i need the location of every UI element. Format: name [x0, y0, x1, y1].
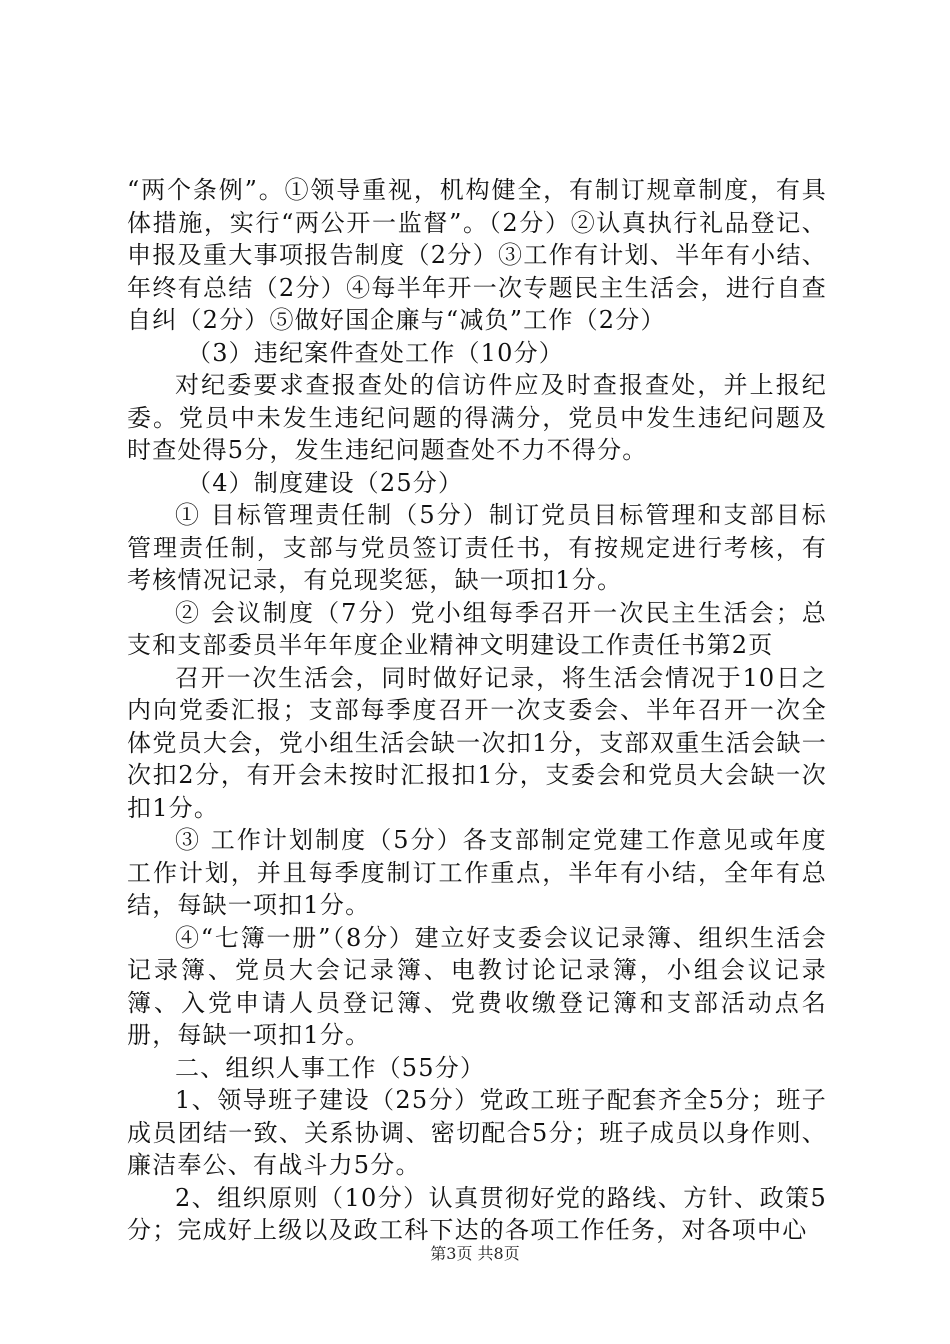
document-body	[127, 174, 827, 1247]
paragraph-seven-books: ④“七簿一册”（8分）建立好支委会议记录簿、组织生活会记录簿、党员大会记录簿、电教讨论记录簿，小组会议记录簿、入党申请人员登记簿、党费收缴登记簿和支部活动点名册，每缺一项扣1分。	[127, 923, 827, 1049]
paragraph-meeting-continued: 召开一次生活会，同时做好记录，将生活会情况于10日之内向党委汇报；支部每季度召开一次支委会、半年召开一次全体党员大会，党小组生活会缺一次扣1分，支部双重生活会缺一次扣2分，有开会未按时汇报扣1分，支委会和党员大会缺一次扣1分。	[127, 663, 827, 822]
paragraph-regulations: “两个条例”。①领导重视，机构健全，有制订规章制度，有具体措施，实行“两公开一监督”。（2分）②认真执行礼品登记、申报及重大事项报告制度（2分）③工作有计划、半年有小结、年终有总结（2分）④每半年开一次专题民主生活会，进行自查自纠（2分）⑤做好国企廉与“减负”工作（2分）	[127, 176, 827, 334]
paragraph-meeting-system: ② 会议制度（7分）党小组每季召开一次民主生活会；总支和支部委员半年年度企业精神文明建设工作责任书第2页	[127, 598, 827, 659]
paragraph-leadership: 1、领导班子建设（25分）党政工班子配套齐全5分；班子成员团结一致、关系协调、密切配合5分；班子成员以身作则、廉洁奉公、有战斗力5分。	[127, 1086, 827, 1179]
page-number-footer: 第3页 共8页	[430, 1244, 520, 1263]
paragraph-violation-cases: 对纪委要求查报查处的信访件应及时查报查处，并上报纪委。党员中未发生违纪问题的得满分，党员中发生违纪问题及时查处得5分，发生违纪问题查处不力不得分。	[127, 371, 827, 464]
paragraph-organization-principle: 2、组织原则（10分）认真贯彻好党的路线、方针、政策5分；完成好上级以及政工科下达的各项工作任务，对各项中心	[127, 1183, 827, 1244]
section-heading-system-building: （4）制度建设（25分）	[187, 468, 464, 497]
section-heading-violation-cases: （3）违纪案件查处工作（10分）	[187, 338, 565, 367]
paragraph-target-responsibility: ① 目标管理责任制（5分）制订党员目标管理和支部目标管理责任制，支部与党员签订责任书，有按规定进行考核，有考核情况记录，有兑现奖惩，缺一项扣1分。	[127, 501, 827, 594]
section-heading-personnel: 二、组织人事工作（55分）	[175, 1053, 486, 1082]
paragraph-work-plan: ③ 工作计划制度（5分）各支部制定党建工作意见或年度工作计划，并且每季度制订工作重点，半年有小结，全年有总结，每缺一项扣1分。	[127, 826, 827, 919]
